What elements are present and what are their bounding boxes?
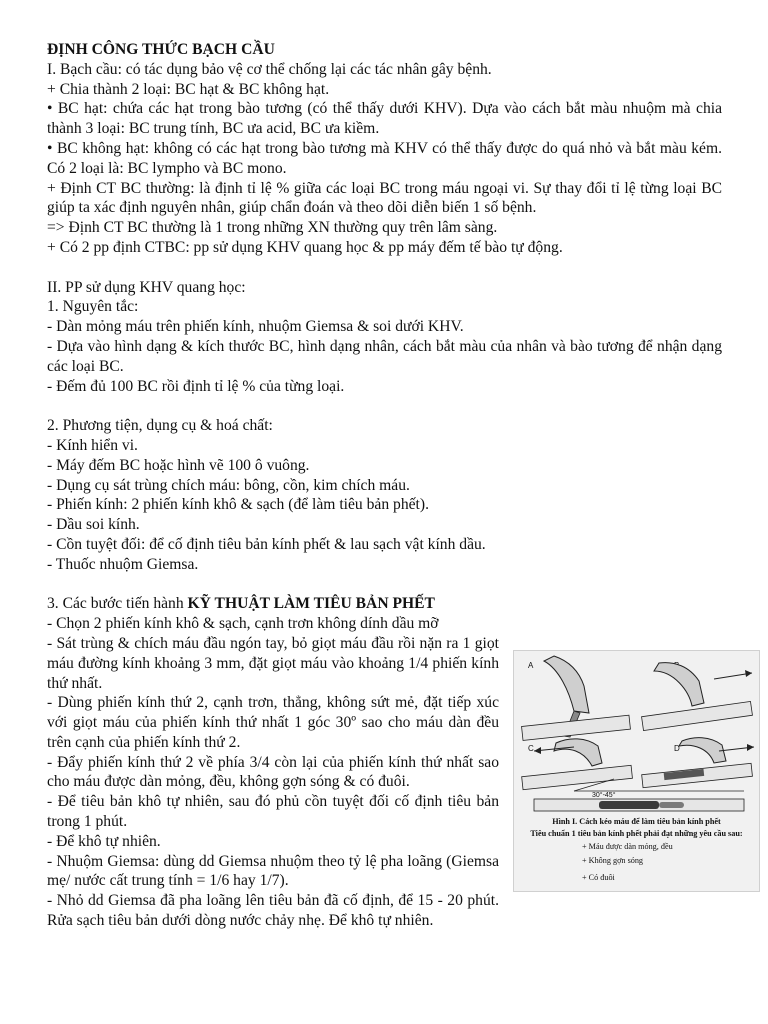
s4-line: - Dùng phiến kính thứ 2, cạnh trơn, thẳng, không sứt mẻ, đặt tiếp xúc với giọt máu của phiến kính thứ nhất 1 góc 30º sao cho máu dàn đều trên cạnh của phiến kính thứ 2. <box>47 694 499 751</box>
doc-title: ĐỊNH CÔNG THỨC BẠCH CẦU <box>47 41 275 58</box>
s4-line: - Nhỏ dd Giemsa đã pha loãng lên tiêu bản đã cố định, để 15 - 20 phút. Rửa sạch tiêu bản dưới dòng nước chảy nhẹ. Để khô tự nhiên. <box>47 892 499 930</box>
s1-line: + Định CT BC thường: là định tỉ lệ % giữa các loại BC trong máu ngoại vi. Sự thay đổi tỉ lệ từng loại BC giúp ta xác định nguyên nhân, giúp chẩn đoán và theo dõi diễn biến 1 số bệnh. <box>47 179 722 217</box>
s3-line: - Thuốc nhuộm Giemsa. <box>47 555 199 573</box>
smear-illustration <box>514 651 759 816</box>
s1-line: • BC không hạt: không có các hạt trong bào tương mà KHV có thể thấy được do quá nhỏ và bắt màu kém. Có 2 loại là: BC lympho và BC mono. <box>47 139 722 177</box>
s1-line: + Chia thành 2 loại: BC hạt & BC không hạt. <box>47 80 330 98</box>
s3-line: - Cồn tuyệt đối: để cố định tiêu bản kính phết & lau sạch vật kính dầu. <box>47 535 486 553</box>
s2-line: 1. Nguyên tắc: <box>47 298 139 316</box>
s4-line: - Sát trùng & chích máu đầu ngón tay, bỏ giọt máu đầu rồi nặn ra 1 giọt máu đường kính khoảng 3 mm, đặt giọt máu vào khoảng 1/4 phiến kính thứ nhất. <box>47 634 499 692</box>
panel-label-a: A <box>528 661 534 670</box>
smear-figure <box>513 650 760 892</box>
s3-line: - Kính hiển vi. <box>47 436 138 454</box>
angle-label: 30°-45° <box>592 792 616 799</box>
s4-line: - Để tiêu bản khô tự nhiên, sau đó phủ cồn tuyệt đối cố định tiêu bản trong 1 phút. <box>47 793 499 831</box>
criteria-item: + Không gợn sóng <box>582 856 644 865</box>
criteria-item: + Máu được dàn mỏng, đều <box>582 842 673 851</box>
s3-line: - Dụng cụ sát trùng chích máu: bông, cồn, kim chích máu. <box>47 476 410 494</box>
s2-line: - Đếm đủ 100 BC rồi định tỉ lệ % của từng loại. <box>47 377 345 395</box>
criteria-item: + Có đuôi <box>582 873 615 882</box>
s4-heading-bold: KỸ THUẬT LÀM TIÊU BẢN PHẾT <box>187 595 435 613</box>
s1-line: I. Bạch cầu: có tác dụng bảo vệ cơ thể chống lại các tác nhân gây bệnh. <box>47 60 492 78</box>
s2-line: - Dựa vào hình dạng & kích thước BC, hình dạng nhân, cách bắt màu của nhân và bào tương để nhận dạng các loại BC. <box>47 337 722 375</box>
s2-line: - Dàn mỏng máu trên phiến kính, nhuộm Giemsa & soi dưới KHV. <box>47 318 464 336</box>
panel-label-d: D <box>674 744 680 753</box>
s4-line: - Đẩy phiến kính thứ 2 về phía 3/4 còn lại của phiến kính thứ nhất sao cho máu được dàn mỏng, đều, không gợn sóng & có đuôi. <box>47 753 499 791</box>
s4-line: - Nhuộm Giemsa: dùng dd Giemsa nhuộm theo tỷ lệ pha loãng (Giemsa mẹ/ nước cất trung tính = 1/6 hay 1/7). <box>47 852 499 890</box>
s3-line: - Dầu soi kính. <box>47 516 140 534</box>
s1-line: + Có 2 pp định CTBC: pp sử dụng KHV quang học & pp máy đếm tế bào tự động. <box>47 238 563 256</box>
s4-line: - Chọn 2 phiến kính khô & sạch, cạnh trơn không dính dầu mỡ <box>47 615 439 633</box>
s1-line: => Định CT BC thường là 1 trong những XN thường quy trên lâm sàng. <box>47 219 498 237</box>
s2-heading: II. PP sử dụng KHV quang học: <box>47 278 246 296</box>
figure-caption: Hình I. Cách kéo máu để làm tiêu bản kính phết <box>552 817 721 826</box>
panel-label-c: C <box>528 744 534 753</box>
s3-line: - Máy đếm BC hoặc hình vẽ 100 ô vuông. <box>47 456 310 474</box>
s3-line: - Phiến kính: 2 phiến kính khô & sạch (để làm tiêu bản phết). <box>47 496 429 514</box>
criteria-title: Tiêu chuẩn 1 tiêu bản kính phết phải đạt những yêu cầu sau: <box>530 829 743 838</box>
s4-heading <box>47 594 722 614</box>
s4-line: - Để khô tự nhiên. <box>47 832 161 850</box>
s3-heading: 2. Phương tiện, dụng cụ & hoá chất: <box>47 417 273 435</box>
s1-line: • BC hạt: chứa các hạt trong bào tương (có thể thấy dưới KHV). Dựa vào cách bắt màu nhuộm mà chia thành 3 loại: BC trung tính, BC ưa acid, BC ưa kiềm. <box>47 100 722 138</box>
s4-heading-prefix: 3. Các bước tiến hành <box>47 595 188 613</box>
